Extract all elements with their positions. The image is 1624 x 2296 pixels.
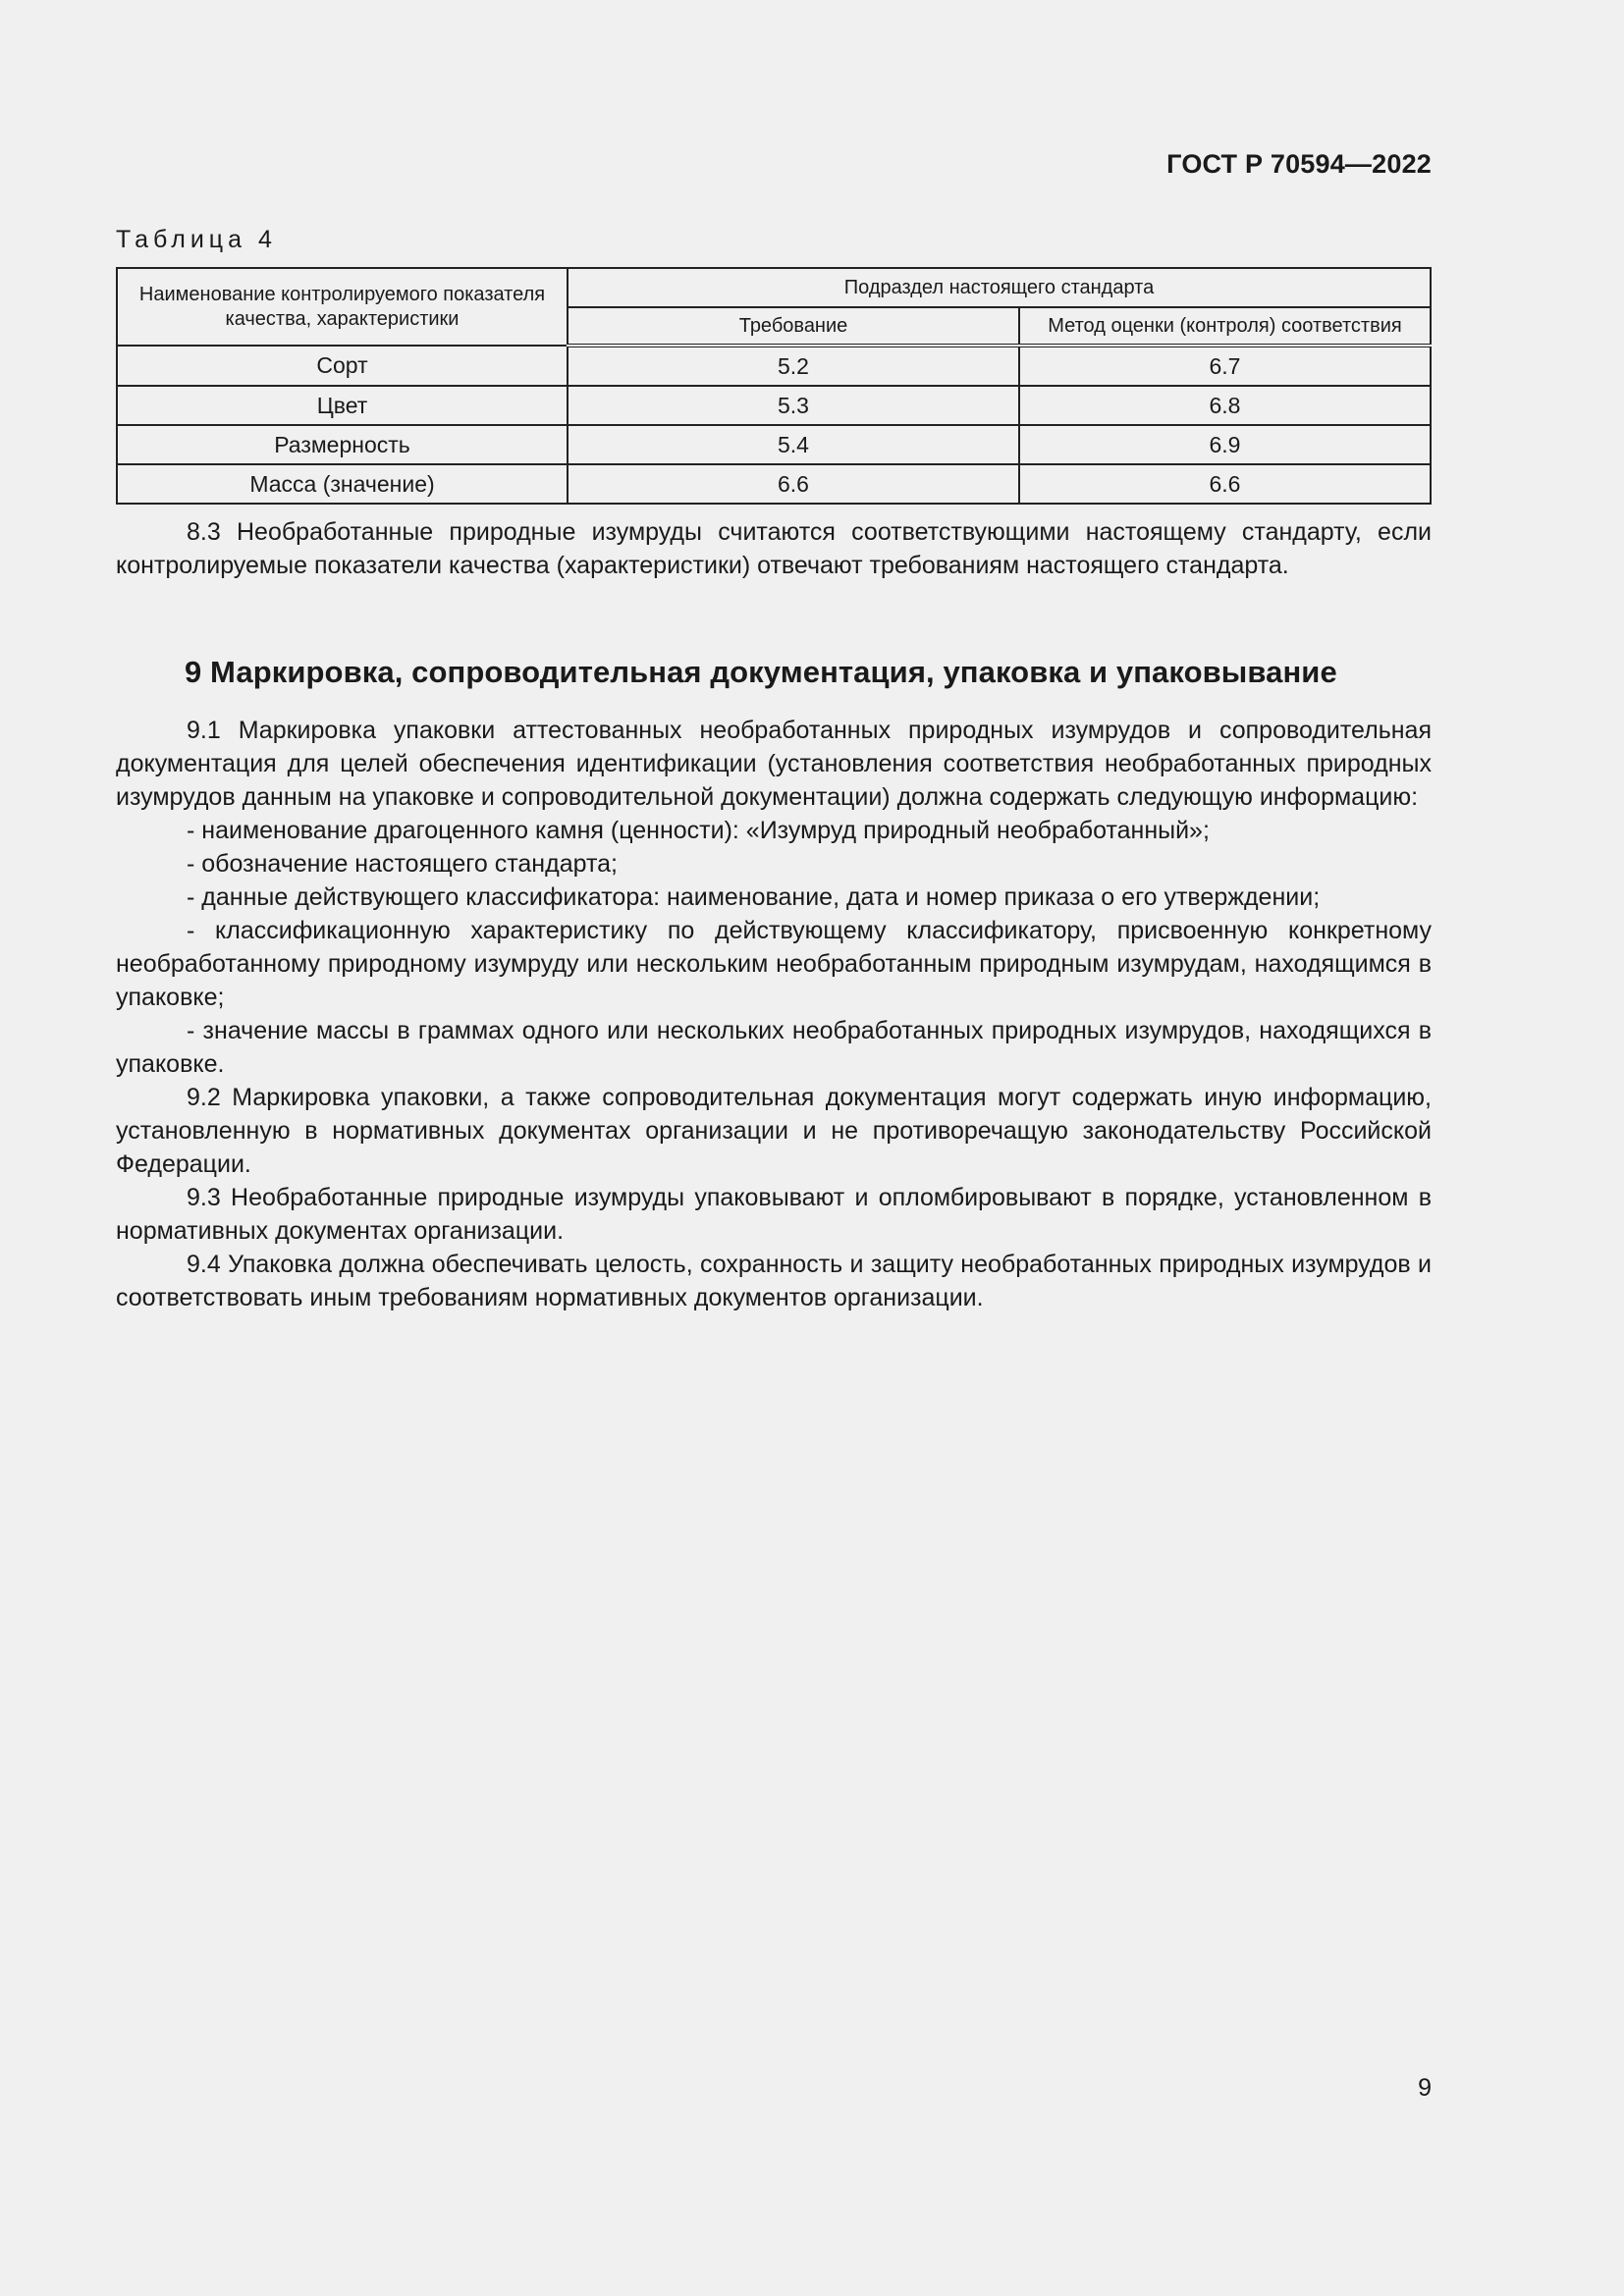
row-requirement: 5.2 [568,346,1019,386]
table-caption: Таблица 4 [116,226,277,253]
row-indicator-name: Масса (значение) [117,464,568,504]
section-9-body [116,714,1432,1314]
table-row [117,386,1431,425]
section-9-heading: 9 Маркировка, сопроводительная документация, упаковка и упаковывание [185,655,1337,689]
table-row [117,464,1431,504]
paragraph-9-1: 9.1 Маркировка упаковки аттестованных необработанных природных изумрудов и сопроводительная документация для целей обеспечения идентификации (установления соответствия необработанных природных изумрудов данным на упаковке и сопроводительной документации) должна содержать следующую информацию: [116,717,1432,811]
standard-code: ГОСТ Р 70594—2022 [1166,149,1432,179]
list-item: - данные действующего классификатора: наименование, дата и номер приказа о его утверждении; [187,883,1321,911]
paragraph-9-3: 9.3 Необработанные природные изумруды упаковывают и опломбировывают в порядке, установленном в нормативных документах организации. [116,1184,1432,1245]
table-row [117,346,1431,386]
row-indicator-name: Цвет [117,386,568,425]
row-indicator-name: Сорт [117,346,568,386]
header-subsection-group: Подраздел настоящего стандарта [568,268,1431,307]
paragraph-8-3: 8.3 Необработанные природные изумруды считаются соответствующими настоящему стандарту, если контролируемые показатели качества (характеристики) отвечают требованиям настоящего стандарта. [116,518,1432,579]
header-indicator-name: Наименование контролируемого показателя качества, характеристики [117,268,568,346]
row-requirement: 6.6 [568,464,1019,504]
list-item: - значение массы в граммах одного или нескольких необработанных природных изумрудов, находящихся в упаковке. [116,1017,1432,1078]
header-requirement: Требование [568,307,1019,346]
list-item: - классификационную характеристику по действующему классификатору, присвоенную конкретному необработанному природному изумруду или нескольким необработанным природным изумрудам, находящимся в упаковке; [116,917,1432,1011]
list-item: - обозначение настоящего стандарта; [187,850,618,878]
table-4 [116,267,1432,505]
paragraph-9-4: 9.4 Упаковка должна обеспечивать целость, сохранность и защиту необработанных природных изумрудов и соответствовать иным требованиям нормативных документов организации. [116,1251,1432,1311]
paragraph-9-2: 9.2 Маркировка упаковки, а также сопроводительная документация могут содержать иную информацию, установленную в нормативных документах организации и не противоречащую законодательству Российской Федерации. [116,1084,1432,1178]
header-method: Метод оценки (контроля) соответствия [1019,307,1431,346]
page-number: 9 [1418,2074,1432,2102]
row-method: 6.8 [1019,386,1431,425]
row-requirement: 5.3 [568,386,1019,425]
table-row [117,425,1431,464]
row-method: 6.7 [1019,346,1431,386]
list-item: - наименование драгоценного камня (ценности): «Изумруд природный необработанный»; [187,817,1210,844]
row-indicator-name: Размерность [117,425,568,464]
row-requirement: 5.4 [568,425,1019,464]
clause-8-3 [116,515,1432,582]
row-method: 6.6 [1019,464,1431,504]
row-method: 6.9 [1019,425,1431,464]
